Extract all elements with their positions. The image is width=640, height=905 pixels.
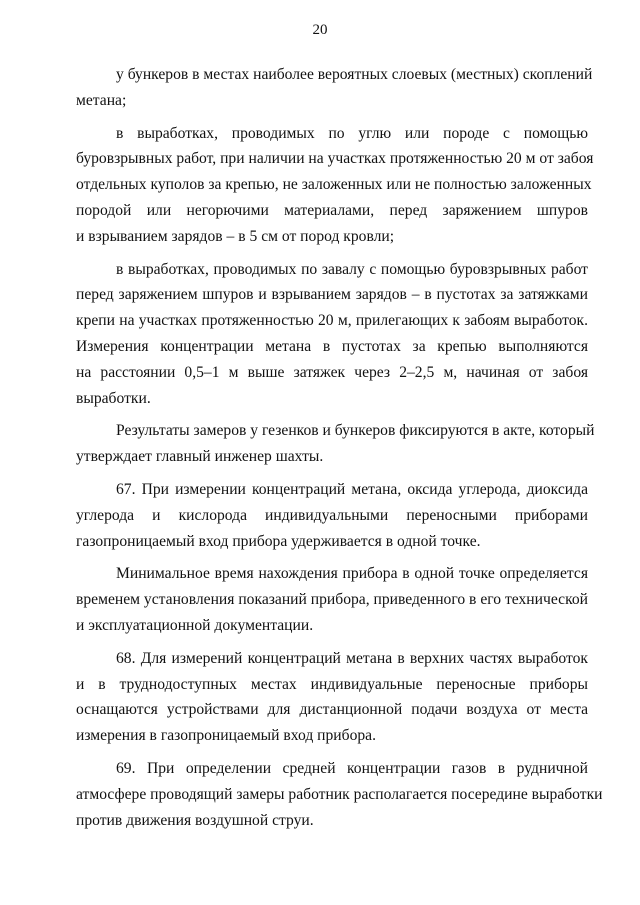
text-line: и в труднодоступных местах индивидуальные переносные приборы xyxy=(76,675,588,693)
text-line: перед заряжением шпуров и взрыванием зарядов – в пустотах за затяжками xyxy=(76,286,588,304)
text-line: Результаты замеров у гезенков и бункеров фиксируются в акте, который xyxy=(116,422,595,440)
text-line: у бункеров в местах наиболее вероятных слоевых (местных) скоплений xyxy=(116,66,593,83)
text-line: и эксплуатационной документации. xyxy=(76,616,314,634)
text-line: на расстоянии 0,5–1 м выше затяжек через 2–2,5 м, начиная от забоя xyxy=(76,363,588,381)
text-line: оснащаются устройствами для дистанционной подачи воздуха от места xyxy=(76,701,588,719)
text-line: 67. При измерении концентраций метана, оксида углерода, диоксида xyxy=(116,480,588,498)
paragraph xyxy=(76,756,603,833)
text-line: Минимальное время нахождения прибора в одной точке определяется xyxy=(116,565,588,583)
document-body xyxy=(76,62,603,833)
paragraph xyxy=(76,121,594,250)
paragraph xyxy=(76,257,588,412)
text-line: против движения воздушной струи. xyxy=(76,811,314,829)
text-line: метана; xyxy=(76,91,127,109)
text-line: в выработках, проводимых по углю или породе с помощью xyxy=(116,124,588,142)
text-line: углерода и кислорода индивидуальными переносными приборами xyxy=(76,506,588,524)
text-line: измерения в газопроницаемый вход прибора. xyxy=(76,727,376,745)
paragraph xyxy=(76,646,588,749)
text-line: временем установления показаний прибора, приведенного в его технической xyxy=(76,591,588,609)
text-line: крепи на участках протяженностью 20 м, прилегающих к забоям выработок. xyxy=(76,312,588,330)
paragraph xyxy=(76,418,595,470)
text-line: и взрыванием зарядов – в 5 см от пород кровли; xyxy=(76,227,395,245)
text-line: 68. Для измерений концентраций метана в верхних частях выработок xyxy=(116,649,588,667)
text-line: газопроницаемый вход прибора удерживается в одной точке. xyxy=(76,532,481,550)
text-line: утверждает главный инженер шахты. xyxy=(76,448,324,466)
page-number: 20 xyxy=(312,22,328,38)
text-line: отдельных куполов за крепью, не заложенных или не полностью заложенных xyxy=(76,176,592,194)
text-line: породой или негорючими материалами, перед заряжением шпуров xyxy=(76,201,588,219)
paragraph xyxy=(76,477,588,554)
text-line: буровзрывных работ, при наличии на участках протяженностью 20 м от забоя xyxy=(76,150,594,168)
text-line: в выработках, проводимых по завалу с помощью буровзрывных работ xyxy=(116,260,588,278)
text-line: 69. При определении средней концентрации газов в рудничной xyxy=(116,759,588,777)
text-line: выработки. xyxy=(76,389,151,407)
paragraph xyxy=(76,561,588,638)
text-line: атмосфере проводящий замеры работник располагается посередине выработки xyxy=(76,785,603,803)
text-line: Измерения концентрации метана в пустотах за крепью выполняются xyxy=(76,337,588,355)
paragraph xyxy=(76,62,593,114)
